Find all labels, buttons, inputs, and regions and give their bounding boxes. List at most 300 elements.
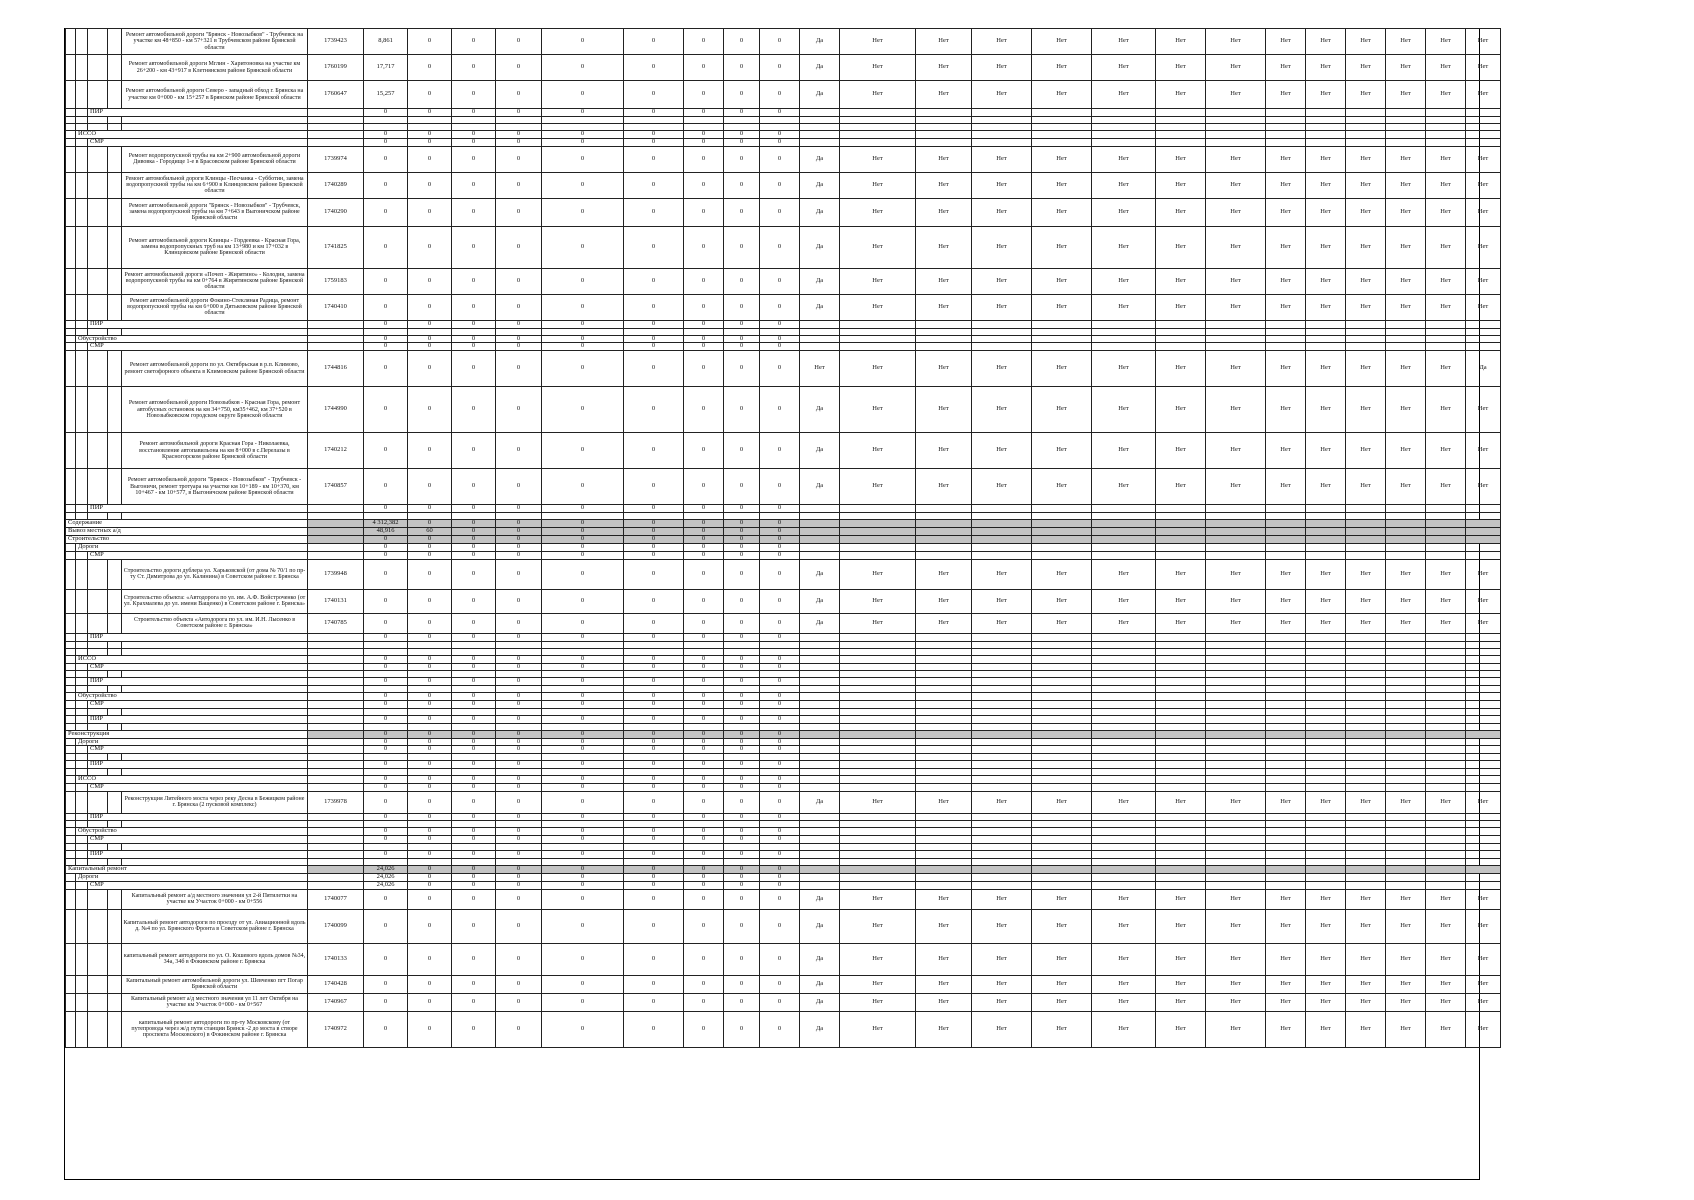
flag-cell <box>1206 700 1266 708</box>
flag-cell <box>1306 633 1346 641</box>
flag-cell: Нет <box>1266 469 1306 505</box>
empty-cell <box>452 117 496 124</box>
value-cell: 0 <box>760 335 800 343</box>
value-cell: 0 <box>684 29 724 55</box>
empty-cell <box>364 648 408 655</box>
row-label-cell <box>76 828 308 836</box>
object-code-cell: 1740212 <box>308 433 364 469</box>
value-cell: 0 <box>724 613 760 633</box>
value-cell: 0 <box>452 700 496 708</box>
flag-cell <box>1426 138 1466 146</box>
flag-cell: Нет <box>1092 613 1156 633</box>
flag-cell <box>1156 881 1206 889</box>
flag-cell <box>800 335 840 343</box>
flag-cell <box>800 678 840 686</box>
flag-cell: Нет <box>1346 198 1386 226</box>
flag-cell <box>1092 335 1156 343</box>
indent-cell <box>66 655 76 663</box>
indent-cell <box>76 294 88 320</box>
indent-cell <box>66 559 76 589</box>
empty-cell <box>496 858 542 865</box>
flag-cell <box>1466 536 1501 544</box>
flag-cell <box>840 320 916 328</box>
flag-cell <box>840 655 916 663</box>
flag-cell <box>1156 520 1206 528</box>
flag-cell <box>1092 693 1156 701</box>
value-cell: 0 <box>724 813 760 821</box>
value-cell: 0 <box>496 198 542 226</box>
empty-cell <box>1156 328 1206 335</box>
row-label: СМР <box>90 662 104 670</box>
row-label: ПИР <box>90 108 104 116</box>
flag-cell <box>916 505 972 513</box>
flag-cell: Да <box>800 198 840 226</box>
row-label: Реконструкция <box>68 729 110 737</box>
value-cell: 0 <box>684 776 724 784</box>
indent-cell <box>66 881 76 889</box>
value-cell: 0 <box>624 730 684 738</box>
flag-cell <box>972 536 1032 544</box>
flag-cell <box>1032 693 1092 701</box>
table-row <box>66 387 1501 433</box>
empty-cell <box>364 671 408 678</box>
row-label: ПИР <box>90 714 104 722</box>
empty-cell <box>66 821 76 828</box>
indent-cell <box>76 146 88 172</box>
empty-cell <box>542 754 624 761</box>
object-name-cell: Капитальный ремонт а/д местного значения ул 2-й Пятилетки на участке км Участок 0+000 - км 0+556 <box>122 889 308 909</box>
empty-cell <box>496 513 542 520</box>
flag-cell <box>840 865 916 873</box>
subtotal-row <box>66 138 1501 146</box>
row-label: ПИР <box>90 677 104 685</box>
value-cell: 0 <box>684 693 724 701</box>
empty-cell <box>108 117 122 124</box>
value-cell: 0 <box>542 29 624 55</box>
empty-row <box>66 671 1501 678</box>
flag-cell <box>1206 738 1266 746</box>
flag-cell: Нет <box>1386 469 1426 505</box>
flag-cell <box>1032 335 1092 343</box>
flag-cell <box>1466 138 1501 146</box>
object-code-cell <box>308 813 364 821</box>
value-cell: 0 <box>684 730 724 738</box>
empty-cell <box>122 754 308 761</box>
indent-cell <box>76 559 88 589</box>
flag-cell <box>800 528 840 536</box>
empty-cell <box>624 671 684 678</box>
value-cell: 24,026 <box>364 865 408 873</box>
flag-cell <box>1156 131 1206 139</box>
flag-cell <box>1466 873 1501 881</box>
flag-cell: Нет <box>1386 943 1426 975</box>
value-cell: 0 <box>760 294 800 320</box>
value-cell: 0 <box>364 138 408 146</box>
empty-cell <box>122 821 308 828</box>
empty-cell <box>624 328 684 335</box>
object-name-cell: Ремонт автомобильной дороги "Брянск - Новозыбков" - Трубчевск на участке км 48+850 - км 57+321 в Трубчевском районе Брянской области <box>122 29 308 55</box>
empty-cell <box>916 641 972 648</box>
flag-cell: Нет <box>1156 387 1206 433</box>
empty-cell <box>1466 858 1501 865</box>
value-cell: 0 <box>542 81 624 109</box>
flag-cell <box>916 873 972 881</box>
indent-cell <box>66 351 76 387</box>
flag-cell: Нет <box>1426 268 1466 294</box>
value-cell: 0 <box>408 700 452 708</box>
empty-cell <box>800 641 840 648</box>
flag-cell: Нет <box>1092 1011 1156 1047</box>
object-name-cell: капитальный ремонт автодороги по пр-ту Московскому (от путепровода через ж/д пути станции Брянск -2 до моста в створе проспекта Московского) в Фокинском районе г. Брянска <box>122 1011 308 1047</box>
flag-cell: Нет <box>1266 1011 1306 1047</box>
flag-cell: Нет <box>916 889 972 909</box>
value-cell: 0 <box>408 559 452 589</box>
indent-cell <box>108 559 122 589</box>
flag-cell: Нет <box>1206 198 1266 226</box>
value-cell: 0 <box>624 783 684 791</box>
indent-cell <box>66 776 76 784</box>
empty-cell <box>916 754 972 761</box>
flag-cell: Нет <box>1266 975 1306 993</box>
value-cell: 0 <box>684 559 724 589</box>
indent-cell <box>66 81 76 109</box>
value-cell: 0 <box>760 700 800 708</box>
value-cell: 0 <box>496 544 542 552</box>
flag-cell <box>1206 813 1266 821</box>
empty-cell <box>1306 328 1346 335</box>
empty-cell <box>1266 117 1306 124</box>
empty-cell <box>1032 844 1092 851</box>
flag-cell: Нет <box>972 909 1032 943</box>
flag-cell: Нет <box>1466 469 1501 505</box>
row-label: ПИР <box>90 632 104 640</box>
value-cell: 0 <box>496 172 542 198</box>
flag-cell: Нет <box>1206 172 1266 198</box>
empty-row <box>66 754 1501 761</box>
flag-cell: Нет <box>1346 993 1386 1011</box>
flag-cell: Нет <box>1032 791 1092 813</box>
value-cell: 0 <box>364 715 408 723</box>
value-cell: 0 <box>724 294 760 320</box>
flag-cell: Нет <box>1346 589 1386 613</box>
value-cell: 0 <box>496 559 542 589</box>
flag-cell <box>1032 109 1092 117</box>
flag-cell <box>1346 828 1386 836</box>
empty-cell <box>1032 821 1092 828</box>
empty-cell <box>1156 754 1206 761</box>
empty-row <box>66 769 1501 776</box>
empty-cell <box>684 686 724 693</box>
flag-cell <box>1266 109 1306 117</box>
flag-cell <box>1032 343 1092 351</box>
flag-cell <box>1306 865 1346 873</box>
flag-cell <box>1266 693 1306 701</box>
flag-cell <box>1466 320 1501 328</box>
table-row <box>66 791 1501 813</box>
row-label-cell <box>76 335 308 343</box>
flag-cell <box>1426 746 1466 754</box>
value-cell: 0 <box>684 836 724 844</box>
flag-cell: Нет <box>840 889 916 909</box>
empty-cell <box>308 648 364 655</box>
value-cell: 0 <box>452 226 496 268</box>
indent-cell <box>66 783 76 791</box>
flag-cell <box>1426 700 1466 708</box>
value-cell: 0 <box>496 552 542 560</box>
value-cell: 0 <box>724 655 760 663</box>
object-code-cell <box>308 700 364 708</box>
flag-cell: Нет <box>1266 909 1306 943</box>
flag-cell <box>840 633 916 641</box>
flag-cell: Нет <box>916 613 972 633</box>
flag-cell <box>840 881 916 889</box>
indent-cell <box>66 975 76 993</box>
flag-cell <box>1426 693 1466 701</box>
flag-cell <box>1032 715 1092 723</box>
flag-cell: Нет <box>972 613 1032 633</box>
value-cell: 0 <box>364 294 408 320</box>
flag-cell <box>916 836 972 844</box>
flag-cell <box>1206 131 1266 139</box>
flag-cell: Нет <box>1156 198 1206 226</box>
flag-cell <box>916 633 972 641</box>
flag-cell: Нет <box>1092 226 1156 268</box>
flag-cell: Нет <box>840 387 916 433</box>
flag-cell <box>1346 813 1386 821</box>
flag-cell <box>800 715 840 723</box>
indent-cell <box>88 81 108 109</box>
value-cell: 0 <box>542 783 624 791</box>
value-cell: 0 <box>542 589 624 613</box>
value-cell: 0 <box>760 320 800 328</box>
value-cell: 0 <box>624 172 684 198</box>
empty-cell <box>108 723 122 730</box>
row-label: СМР <box>90 699 104 707</box>
value-cell: 0 <box>408 552 452 560</box>
value-cell: 0 <box>452 536 496 544</box>
row-label: ПИР <box>90 812 104 820</box>
value-cell: 0 <box>452 320 496 328</box>
table-row <box>66 433 1501 469</box>
value-cell: 0 <box>760 387 800 433</box>
flag-cell: Нет <box>1092 433 1156 469</box>
flag-cell: Нет <box>1346 55 1386 81</box>
flag-cell: Нет <box>1306 55 1346 81</box>
flag-cell: Нет <box>1206 294 1266 320</box>
flag-cell <box>1426 678 1466 686</box>
value-cell: 0 <box>760 131 800 139</box>
flag-cell <box>800 544 840 552</box>
flag-cell: Нет <box>840 1011 916 1047</box>
flag-cell <box>1346 552 1386 560</box>
flag-cell: Нет <box>1156 909 1206 943</box>
flag-cell <box>1466 851 1501 859</box>
flag-cell <box>1466 678 1501 686</box>
flag-cell: Нет <box>1306 294 1346 320</box>
flag-cell <box>1032 761 1092 769</box>
subtotal-row <box>66 552 1501 560</box>
value-cell: 0 <box>452 335 496 343</box>
flag-cell <box>1306 828 1346 836</box>
empty-cell <box>840 671 916 678</box>
flag-cell: Нет <box>840 172 916 198</box>
value-cell: 0 <box>364 433 408 469</box>
empty-cell <box>1346 754 1386 761</box>
value-cell: 0 <box>452 544 496 552</box>
value-cell: 0 <box>408 738 452 746</box>
empty-cell <box>724 648 760 655</box>
flag-cell: Да <box>800 172 840 198</box>
value-cell: 8,861 <box>364 29 408 55</box>
indent-cell <box>108 613 122 633</box>
indent-cell <box>76 198 88 226</box>
empty-cell <box>452 708 496 715</box>
flag-cell <box>1346 655 1386 663</box>
value-cell: 0 <box>364 730 408 738</box>
value-cell: 0 <box>684 746 724 754</box>
empty-cell <box>308 117 364 124</box>
flag-cell: Нет <box>1346 943 1386 975</box>
value-cell: 0 <box>408 791 452 813</box>
empty-cell <box>972 648 1032 655</box>
flag-cell: Нет <box>1466 146 1501 172</box>
empty-cell <box>1032 769 1092 776</box>
value-cell: 0 <box>452 351 496 387</box>
flag-cell <box>1156 783 1206 791</box>
table-row <box>66 943 1501 975</box>
flag-cell <box>972 761 1032 769</box>
flag-cell <box>1092 505 1156 513</box>
empty-cell <box>972 641 1032 648</box>
empty-cell <box>1466 671 1501 678</box>
flag-cell <box>1386 320 1426 328</box>
flag-cell <box>1032 131 1092 139</box>
value-cell: 0 <box>684 520 724 528</box>
object-name-cell: Капитальный ремонт а/д местного значения ул 11 лет Октября на участке км Участок 0+000 - км 0+567 <box>122 993 308 1011</box>
value-cell: 0 <box>452 552 496 560</box>
indent-cell <box>108 29 122 55</box>
indent-cell <box>66 469 76 505</box>
flag-cell <box>1306 536 1346 544</box>
table-row <box>66 993 1501 1011</box>
value-cell: 0 <box>624 559 684 589</box>
flag-cell: Нет <box>1306 909 1346 943</box>
empty-cell <box>1306 648 1346 655</box>
row-label-cell <box>88 552 308 560</box>
flag-cell <box>1092 320 1156 328</box>
empty-cell <box>916 708 972 715</box>
value-cell: 0 <box>724 993 760 1011</box>
value-cell: 0 <box>624 198 684 226</box>
row-label-cell <box>66 865 308 873</box>
value-cell: 0 <box>364 663 408 671</box>
flag-cell: Нет <box>1032 29 1092 55</box>
value-cell: 0 <box>760 469 800 505</box>
flag-cell: Нет <box>1266 198 1306 226</box>
value-cell: 0 <box>496 131 542 139</box>
object-code-cell <box>308 828 364 836</box>
row-label: Обустройство <box>78 827 117 835</box>
empty-cell <box>624 513 684 520</box>
value-cell: 0 <box>496 613 542 633</box>
flag-cell <box>1466 746 1501 754</box>
value-cell: 0 <box>684 700 724 708</box>
flag-cell: Нет <box>840 993 916 1011</box>
value-cell: 0 <box>624 836 684 844</box>
empty-cell <box>800 648 840 655</box>
indent-cell <box>76 791 88 813</box>
flag-cell <box>972 138 1032 146</box>
flag-cell <box>1426 865 1466 873</box>
flag-cell <box>1156 761 1206 769</box>
empty-cell <box>408 723 452 730</box>
value-cell: 0 <box>684 851 724 859</box>
flag-cell <box>1386 505 1426 513</box>
flag-cell <box>840 335 916 343</box>
empty-cell <box>408 671 452 678</box>
value-cell: 0 <box>408 29 452 55</box>
empty-cell <box>916 844 972 851</box>
empty-cell <box>364 641 408 648</box>
flag-cell <box>1306 693 1346 701</box>
flag-cell: Нет <box>1306 993 1346 1011</box>
value-cell: 0 <box>542 131 624 139</box>
flag-cell <box>1346 335 1386 343</box>
empty-cell <box>496 686 542 693</box>
empty-cell <box>364 513 408 520</box>
flag-cell <box>1156 505 1206 513</box>
flag-cell <box>1306 873 1346 881</box>
indent-cell <box>88 469 108 505</box>
flag-cell <box>1306 783 1346 791</box>
indent-cell <box>76 81 88 109</box>
value-cell: 0 <box>542 520 624 528</box>
indent-cell <box>88 351 108 387</box>
flag-cell <box>1032 881 1092 889</box>
value-cell: 0 <box>496 746 542 754</box>
subtotal-row <box>66 761 1501 769</box>
flag-cell <box>1206 851 1266 859</box>
flag-cell: Нет <box>916 791 972 813</box>
flag-cell: Нет <box>916 351 972 387</box>
value-cell: 0 <box>624 678 684 686</box>
flag-cell <box>1206 520 1266 528</box>
flag-cell: Нет <box>840 791 916 813</box>
value-cell: 0 <box>724 783 760 791</box>
empty-cell <box>1306 117 1346 124</box>
flag-cell <box>800 552 840 560</box>
flag-cell <box>840 663 916 671</box>
object-name-cell: Капитальный ремонт автомобильной дороги ул. Шевченко пгт Погар Брянской области <box>122 975 308 993</box>
value-cell: 0 <box>760 559 800 589</box>
flag-cell: Нет <box>972 268 1032 294</box>
value-cell: 0 <box>364 700 408 708</box>
indent-cell <box>88 294 108 320</box>
flag-cell <box>1156 663 1206 671</box>
flag-cell <box>1266 663 1306 671</box>
flag-cell <box>1032 783 1092 791</box>
empty-cell <box>1386 723 1426 730</box>
value-cell: 0 <box>624 544 684 552</box>
subtotal-row <box>66 783 1501 791</box>
flag-cell <box>1156 552 1206 560</box>
empty-cell <box>916 117 972 124</box>
value-cell: 0 <box>364 738 408 746</box>
empty-cell <box>408 641 452 648</box>
flag-cell <box>1092 700 1156 708</box>
flag-cell: Нет <box>840 433 916 469</box>
object-code-cell <box>308 776 364 784</box>
